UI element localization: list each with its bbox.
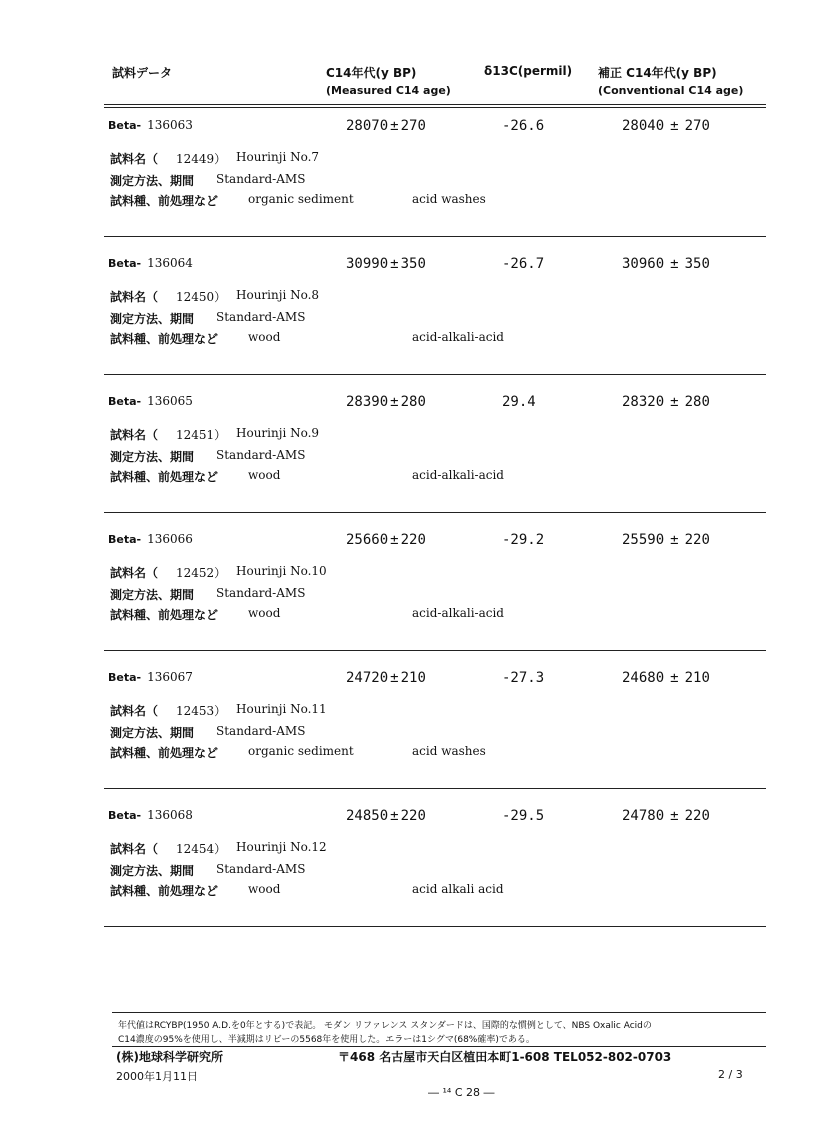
conventional-age	[622, 532, 710, 548]
material-label: 試料種、前処理など	[110, 608, 219, 622]
material-value: organic sediment	[248, 192, 354, 206]
beta-label: Beta-	[108, 671, 142, 684]
sample-name-label: 試料名（	[110, 566, 159, 580]
measured-value: 28390	[346, 394, 389, 410]
beta-id	[108, 256, 193, 270]
page-code: ― ¹⁴ C 28 ―	[428, 1086, 495, 1099]
header-conventional-age: 補正 C14年代(y BP)	[598, 66, 717, 80]
report-date: 2000年1月11日	[116, 1070, 198, 1083]
sample-name: Hourinji No.7	[236, 150, 320, 164]
conventional-age	[622, 394, 710, 410]
sample-number: 12452）	[176, 566, 227, 580]
method-label: 測定方法、期間	[110, 726, 195, 740]
sample-name: Hourinji No.8	[236, 288, 320, 302]
measured-age	[346, 532, 426, 548]
material-label: 試料種、前処理など	[110, 332, 219, 346]
measured-error: 220	[400, 532, 426, 548]
measured-age	[346, 394, 426, 410]
beta-label: Beta-	[108, 533, 142, 546]
sample-number: 12453）	[176, 704, 227, 718]
pretreatment-value: acid-alkali-acid	[412, 330, 504, 344]
page-number: 2 / 3	[718, 1068, 743, 1081]
plus-minus: ±	[670, 256, 679, 272]
footer-rule-mid	[112, 1046, 766, 1047]
measured-age	[346, 118, 426, 134]
measured-age	[346, 808, 426, 824]
pretreatment-value: acid-alkali-acid	[412, 606, 504, 620]
plus-minus: ±	[670, 532, 679, 548]
conventional-age	[622, 256, 710, 272]
beta-label: Beta-	[108, 257, 142, 270]
method-value: Standard-AMS	[216, 310, 306, 324]
material-label: 試料種、前処理など	[110, 884, 219, 898]
conventional-value: 28040	[622, 118, 665, 134]
measured-value: 28070	[346, 118, 389, 134]
plus-minus: ±	[670, 394, 679, 410]
d13c-value: -29.2	[502, 532, 545, 548]
measured-error: 270	[400, 118, 426, 134]
header-measured-age: C14年代(y BP)	[326, 66, 417, 80]
plus-minus: ±	[390, 256, 399, 272]
sample-name-label: 試料名（	[110, 290, 159, 304]
beta-number: 136067	[147, 670, 193, 684]
beta-label: Beta-	[108, 809, 142, 822]
d13c-value: -29.5	[502, 808, 545, 824]
measured-error: 210	[400, 670, 426, 686]
beta-number: 136065	[147, 394, 193, 408]
measured-error: 280	[400, 394, 426, 410]
d13c-value: -27.3	[502, 670, 545, 686]
pretreatment-value: acid-alkali-acid	[412, 468, 504, 482]
conventional-value: 30960	[622, 256, 665, 272]
footer-note-line2: C14濃度の95%を使用し、半減期はリビーの5568年を使用した。エラーは1シグマ(68%確率)である。	[118, 1035, 535, 1045]
beta-label: Beta-	[108, 119, 142, 132]
method-label: 測定方法、期間	[110, 312, 195, 326]
sample-number: 12451）	[176, 428, 227, 442]
material-value: wood	[248, 606, 281, 620]
footer-rule-top	[112, 1012, 766, 1013]
header-sample-data: 試料データ	[112, 66, 173, 80]
beta-id	[108, 118, 193, 132]
plus-minus: ±	[670, 670, 679, 686]
sample-separator	[104, 650, 766, 651]
conventional-value: 25590	[622, 532, 665, 548]
sample-separator	[104, 374, 766, 375]
sample-name: Hourinji No.9	[236, 426, 320, 440]
material-label: 試料種、前処理など	[110, 746, 219, 760]
d13c-value: 29.4	[502, 394, 536, 410]
pretreatment-value: acid alkali acid	[412, 882, 504, 896]
measured-error: 220	[400, 808, 426, 824]
pretreatment-value: acid washes	[412, 192, 486, 206]
sample-name-label: 試料名（	[110, 704, 159, 718]
method-value: Standard-AMS	[216, 724, 306, 738]
measured-age	[346, 670, 426, 686]
beta-id	[108, 532, 193, 546]
plus-minus: ±	[670, 118, 679, 134]
header-d13c: δ13C(permil)	[484, 64, 573, 78]
conventional-error: 220	[684, 532, 710, 548]
footer-note-line1: 年代値はRCYBP(1950 A.D.を0年とする)で表記。 モダン リファレンス スタンダードは、国際的な慣例として、NBS Oxalic Acidの	[118, 1021, 652, 1031]
measured-error: 350	[400, 256, 426, 272]
pretreatment-value: acid washes	[412, 744, 486, 758]
measured-value: 24850	[346, 808, 389, 824]
method-label: 測定方法、期間	[110, 450, 195, 464]
sample-separator	[104, 926, 766, 927]
method-label: 測定方法、期間	[110, 174, 195, 188]
measured-value: 24720	[346, 670, 389, 686]
header-conventional-age-en: (Conventional C14 age)	[598, 84, 744, 97]
conventional-error: 270	[684, 118, 710, 134]
beta-number: 136068	[147, 808, 193, 822]
plus-minus: ±	[390, 532, 399, 548]
conventional-age	[622, 808, 710, 824]
sample-name-label: 試料名（	[110, 842, 159, 856]
sample-number: 12454）	[176, 842, 227, 856]
beta-id	[108, 808, 193, 822]
header-rule-bottom	[104, 107, 766, 108]
conventional-value: 24680	[622, 670, 665, 686]
sample-separator	[104, 512, 766, 513]
method-value: Standard-AMS	[216, 862, 306, 876]
conventional-age	[622, 670, 710, 686]
method-value: Standard-AMS	[216, 586, 306, 600]
sample-name-label: 試料名（	[110, 428, 159, 442]
sample-name: Hourinji No.11	[236, 702, 327, 716]
material-label: 試料種、前処理など	[110, 194, 219, 208]
method-label: 測定方法、期間	[110, 864, 195, 878]
material-label: 試料種、前処理など	[110, 470, 219, 484]
d13c-value: -26.7	[502, 256, 545, 272]
measured-value: 25660	[346, 532, 389, 548]
method-value: Standard-AMS	[216, 172, 306, 186]
sample-name-label: 試料名（	[110, 152, 159, 166]
sample-separator	[104, 236, 766, 237]
method-label: 測定方法、期間	[110, 588, 195, 602]
conventional-age	[622, 118, 710, 134]
lab-name: (株)地球科学研究所	[116, 1050, 223, 1064]
beta-number: 136066	[147, 532, 193, 546]
beta-id	[108, 670, 193, 684]
header-rule-top	[104, 104, 766, 105]
plus-minus: ±	[390, 670, 399, 686]
conventional-error: 210	[684, 670, 710, 686]
material-value: organic sediment	[248, 744, 354, 758]
beta-id	[108, 394, 193, 408]
conventional-error: 350	[684, 256, 710, 272]
sample-name: Hourinji No.10	[236, 564, 327, 578]
sample-number: 12450）	[176, 290, 227, 304]
sample-name: Hourinji No.12	[236, 840, 327, 854]
sample-separator	[104, 788, 766, 789]
conventional-value: 24780	[622, 808, 665, 824]
measured-age	[346, 256, 426, 272]
conventional-error: 280	[684, 394, 710, 410]
measured-value: 30990	[346, 256, 389, 272]
conventional-error: 220	[684, 808, 710, 824]
plus-minus: ±	[390, 394, 399, 410]
sample-number: 12449）	[176, 152, 227, 166]
material-value: wood	[248, 468, 281, 482]
beta-label: Beta-	[108, 395, 142, 408]
lab-address: 〒468 名古屋市天白区植田本町1-608 TEL052-802-0703	[338, 1050, 672, 1064]
conventional-value: 28320	[622, 394, 665, 410]
d13c-value: -26.6	[502, 118, 545, 134]
material-value: wood	[248, 330, 281, 344]
method-value: Standard-AMS	[216, 448, 306, 462]
plus-minus: ±	[670, 808, 679, 824]
plus-minus: ±	[390, 808, 399, 824]
beta-number: 136063	[147, 118, 193, 132]
beta-number: 136064	[147, 256, 193, 270]
plus-minus: ±	[390, 118, 399, 134]
material-value: wood	[248, 882, 281, 896]
header-measured-age-en: (Measured C14 age)	[326, 84, 451, 97]
